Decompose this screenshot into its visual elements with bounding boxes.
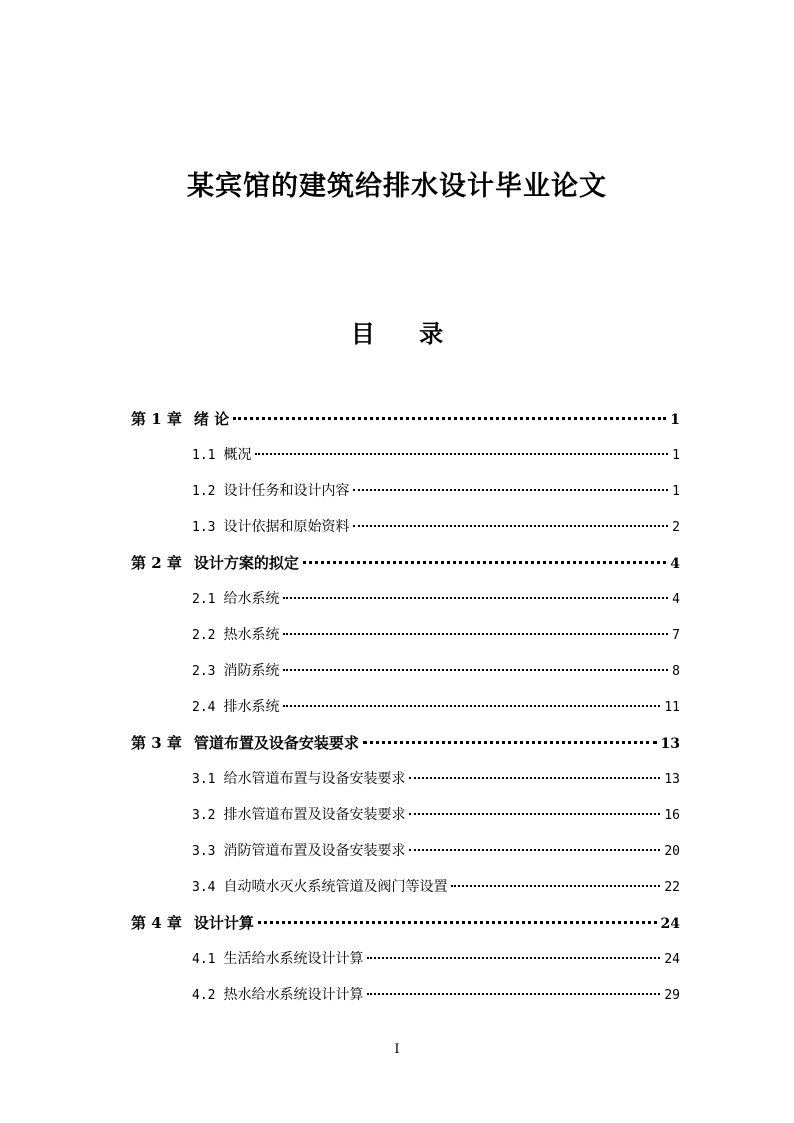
toc-entry-page: 1 <box>672 484 680 499</box>
toc-dot-leader <box>258 921 657 924</box>
toc-entry-number: 3.1 <box>192 772 216 787</box>
toc-entry-label: 给水系统 <box>223 591 280 607</box>
toc-dot-leader <box>255 453 668 455</box>
toc-entry-number: 2.4 <box>192 700 216 715</box>
toc-entry-page: 7 <box>672 628 680 643</box>
toc-dot-leader <box>409 813 660 815</box>
toc-entry-number: 3.4 <box>192 880 216 895</box>
toc-entry-chapter-4[interactable] <box>131 912 680 934</box>
toc-dot-leader <box>367 957 660 959</box>
toc-entry-number: 2.3 <box>192 664 216 679</box>
page-number: I <box>394 1042 400 1057</box>
toc-dot-leader <box>283 633 668 635</box>
toc-entry-section-3-4[interactable] <box>192 876 680 898</box>
toc-dot-leader <box>409 849 660 851</box>
toc-entry-number: 1.2 <box>192 484 216 499</box>
toc-entry-label: 绪 论 <box>193 410 230 428</box>
toc-entry-label: 设计任务和设计内容 <box>223 483 350 499</box>
toc-dot-leader <box>283 597 668 599</box>
toc-entry-page: 20 <box>664 844 680 859</box>
toc-entry-section-2-2[interactable] <box>192 624 680 646</box>
toc-entry-chapter-2[interactable] <box>131 552 680 574</box>
toc-entry-page: 8 <box>672 664 680 679</box>
toc-entry-page: 4 <box>672 592 680 607</box>
toc-entry-number: 3.2 <box>192 808 216 823</box>
toc-entry-page: 29 <box>664 988 680 1003</box>
toc-dot-leader <box>367 993 660 995</box>
toc-entry-number: 3.3 <box>192 844 216 859</box>
toc-entry-label: 排水系统 <box>223 699 280 715</box>
toc-entry-label: 管道布置及设备安装要求 <box>193 734 359 752</box>
toc-dot-leader <box>283 705 660 707</box>
toc-entry-label: 热水系统 <box>223 627 280 643</box>
toc-entry-page: 11 <box>664 700 680 715</box>
toc-dot-leader <box>409 777 660 779</box>
toc-dot-leader <box>353 489 668 491</box>
toc-entry-label: 消防系统 <box>223 663 280 679</box>
toc-entry-page: 4 <box>670 556 680 572</box>
toc-entry-page: 24 <box>664 952 680 967</box>
toc-heading: 目 录 <box>350 319 462 348</box>
document-title: 某宾馆的建筑给排水设计毕业论文 <box>187 171 607 202</box>
toc-entry-label: 消防管道布置及设备安装要求 <box>223 843 406 859</box>
toc-entry-number: 第 1 章 <box>131 410 182 428</box>
toc-entry-label: 自动喷水灭火系统管道及阀门等设置 <box>223 879 448 895</box>
toc-entry-page: 22 <box>664 880 680 895</box>
toc-entry-number: 1.3 <box>192 520 216 535</box>
toc-entry-section-3-1[interactable] <box>192 768 680 790</box>
toc-entry-number: 4.1 <box>192 952 216 967</box>
toc-entry-page: 1 <box>672 448 680 463</box>
toc-entry-label: 给水管道布置与设备安装要求 <box>223 771 406 787</box>
toc-entry-section-1-1[interactable] <box>192 444 680 466</box>
toc-entry-section-1-3[interactable] <box>192 516 680 538</box>
toc-entry-label: 概况 <box>223 447 252 463</box>
toc-entry-label: 设计计算 <box>193 914 254 932</box>
toc-entry-label: 设计依据和原始资料 <box>223 519 350 535</box>
toc-entry-section-2-4[interactable] <box>192 696 680 718</box>
toc-entry-page: 1 <box>670 412 680 428</box>
toc-entry-label: 排水管道布置及设备安装要求 <box>223 807 406 823</box>
toc-entry-number: 1.1 <box>192 448 216 463</box>
toc-entry-section-4-2[interactable] <box>192 984 680 1006</box>
toc-entry-number: 2.1 <box>192 592 216 607</box>
toc-entry-page: 13 <box>664 772 680 787</box>
toc-dot-leader <box>303 561 666 564</box>
toc-entry-page: 24 <box>660 916 680 932</box>
toc-entry-chapter-3[interactable] <box>131 732 680 754</box>
toc-entry-chapter-1[interactable] <box>131 408 680 430</box>
toc-entry-section-3-3[interactable] <box>192 840 680 862</box>
toc-dot-leader <box>233 417 666 420</box>
toc-entry-page: 13 <box>660 736 680 752</box>
toc-entry-label: 设计方案的拟定 <box>193 554 299 572</box>
toc-entry-section-2-1[interactable] <box>192 588 680 610</box>
toc-entry-number: 第 4 章 <box>131 914 182 932</box>
toc-dot-leader <box>353 525 668 527</box>
toc-entry-number: 第 3 章 <box>131 734 182 752</box>
toc-dot-leader <box>283 669 668 671</box>
toc-entry-label: 热水给水系统设计计算 <box>223 987 364 1003</box>
toc-entry-section-2-3[interactable] <box>192 660 680 682</box>
toc-entry-section-3-2[interactable] <box>192 804 680 826</box>
toc-entry-number: 4.2 <box>192 988 216 1003</box>
toc-entry-page: 2 <box>672 520 680 535</box>
toc-entry-section-1-2[interactable] <box>192 480 680 502</box>
toc-entry-section-4-1[interactable] <box>192 948 680 970</box>
toc-entry-label: 生活给水系统设计计算 <box>223 951 364 967</box>
toc-dot-leader <box>451 885 660 887</box>
toc-entry-number: 第 2 章 <box>131 554 182 572</box>
toc-dot-leader <box>363 741 657 744</box>
toc-entry-page: 16 <box>664 808 680 823</box>
toc-entry-number: 2.2 <box>192 628 216 643</box>
